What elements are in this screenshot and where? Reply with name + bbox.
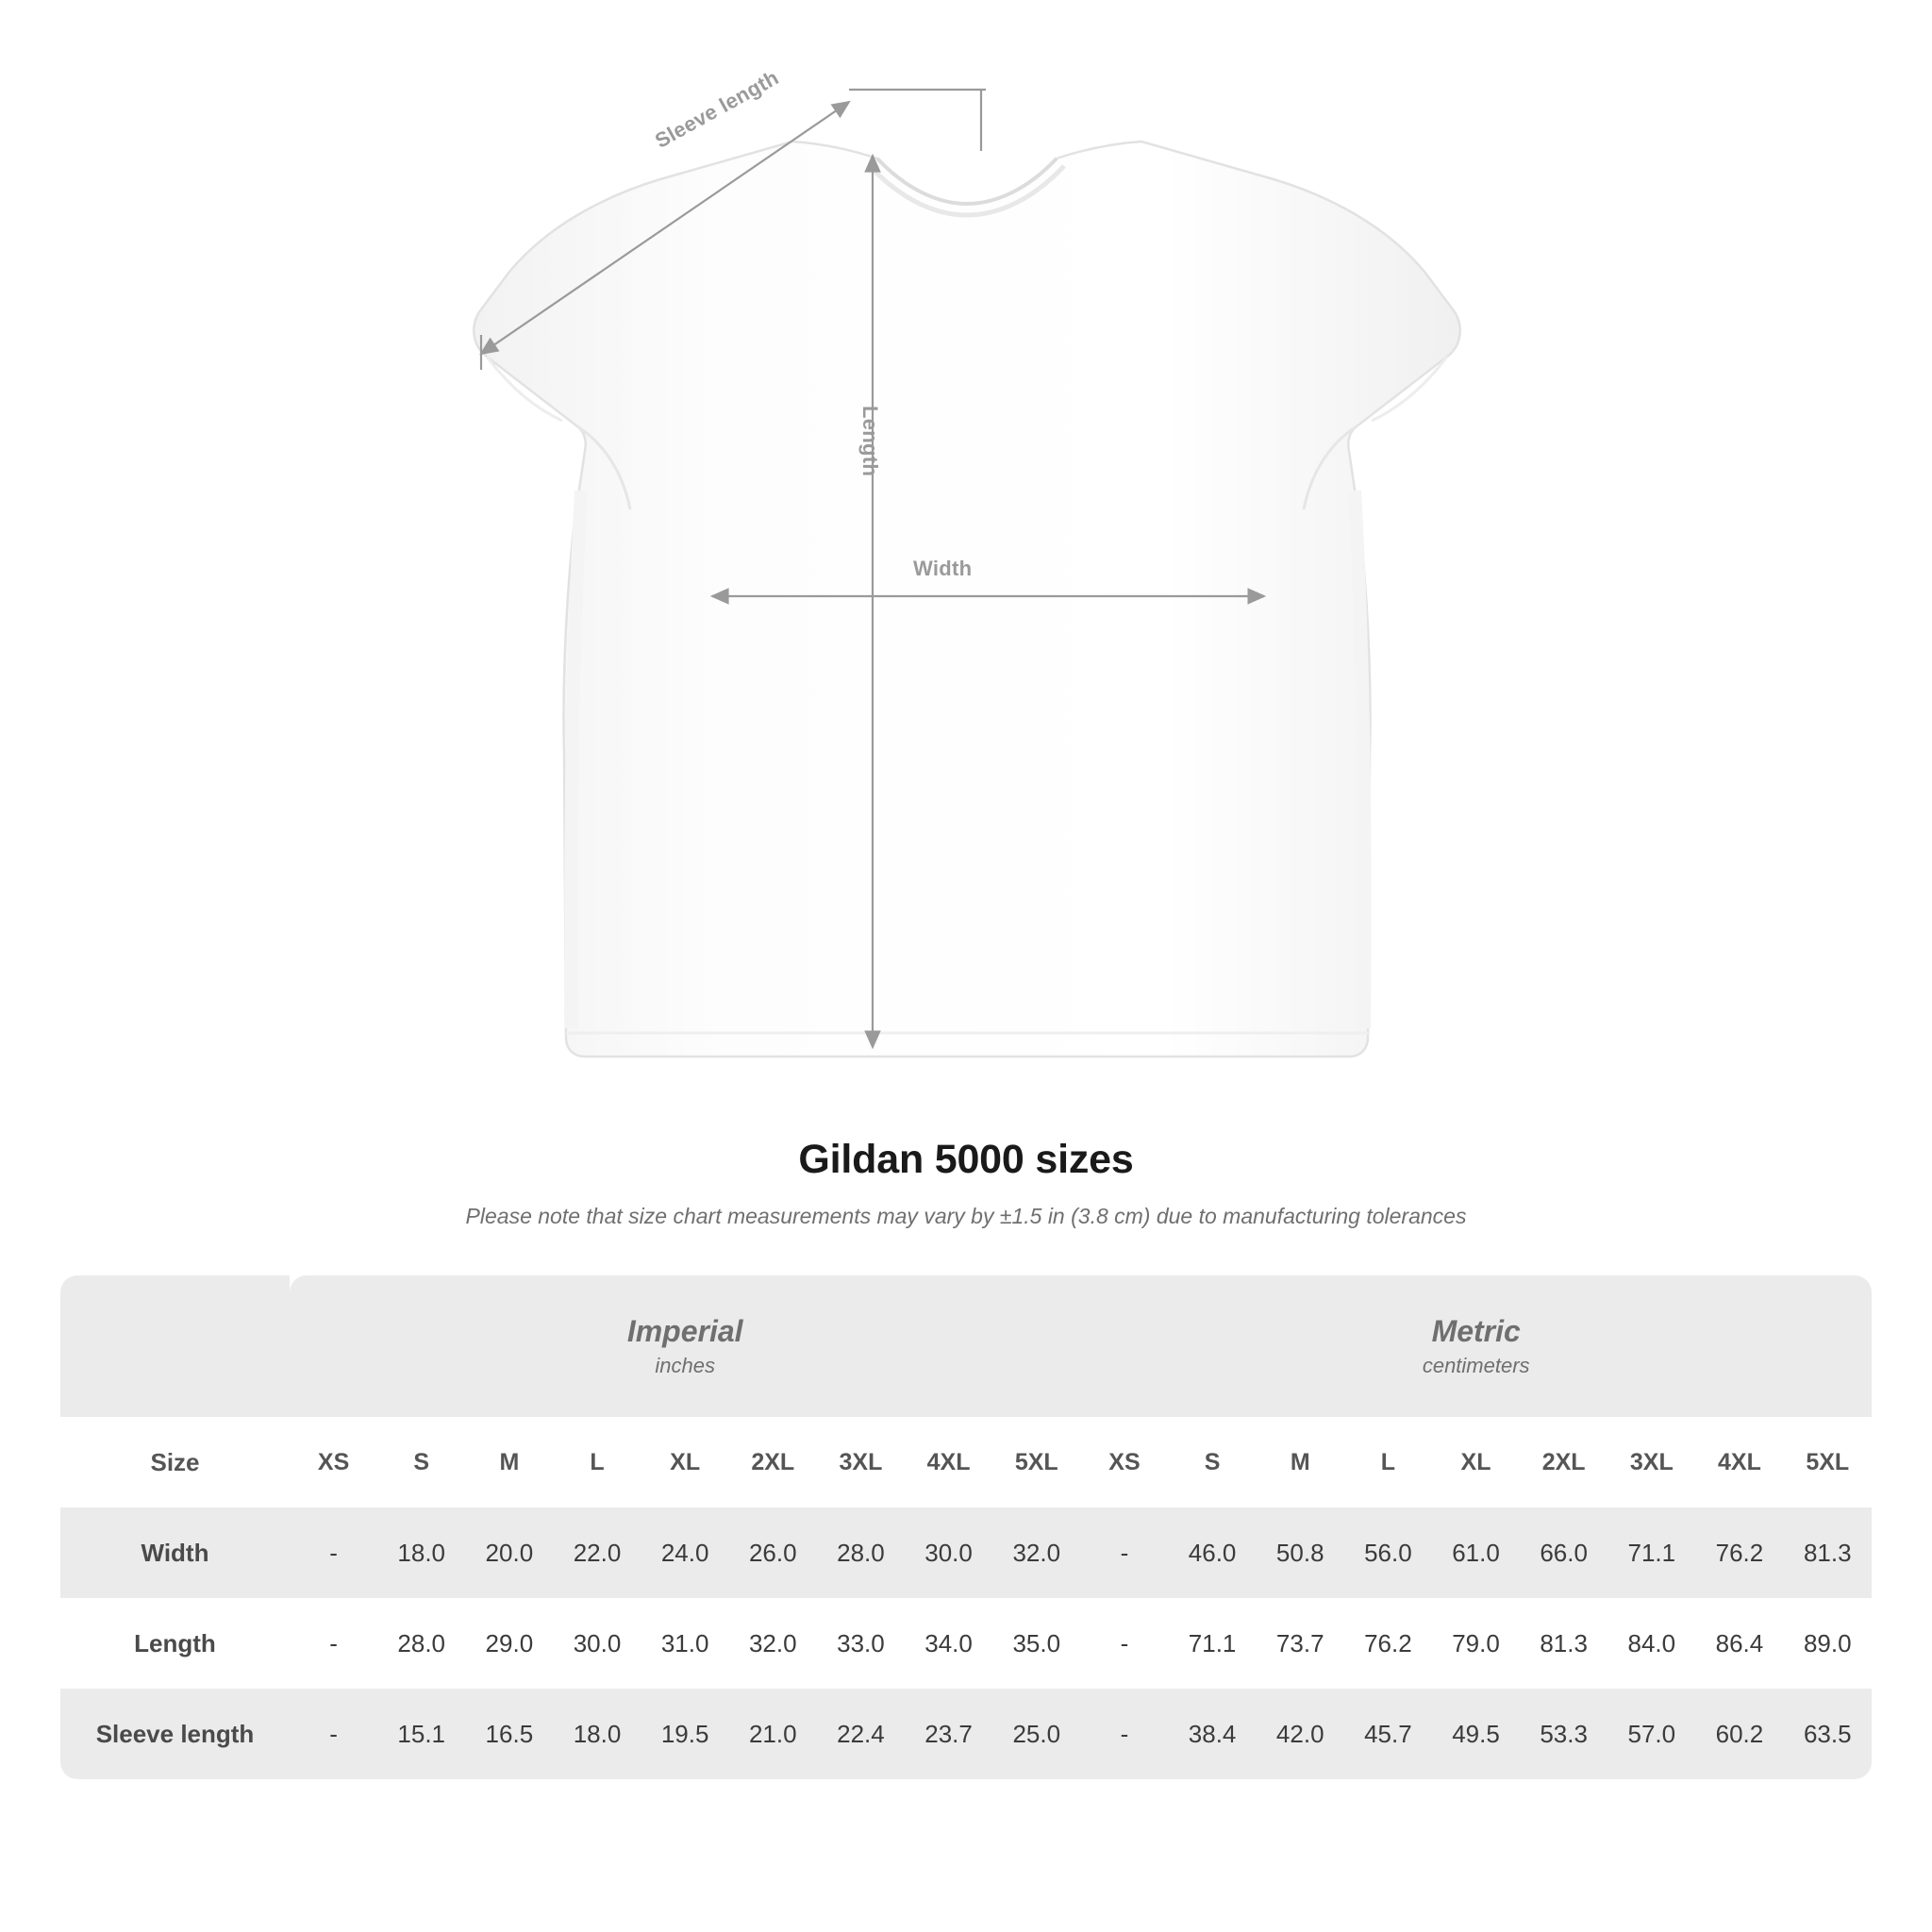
imperial-title: Imperial [626,1313,743,1348]
metric-group-header [1080,1275,1872,1417]
cell-sleeve-imperial-xs: - [290,1689,377,1779]
imperial-group-header [290,1275,1080,1417]
cell-width-imperial-l: 22.0 [553,1507,641,1598]
size-cell-imperial-xl: XL [641,1417,729,1507]
cell-width-imperial-4xl: 30.0 [905,1507,992,1598]
cell-length-metric-2xl: 81.3 [1520,1598,1607,1689]
cell-sleeve-metric-4xl: 60.2 [1695,1689,1783,1779]
cell-length-metric-s: 71.1 [1169,1598,1257,1689]
row-label-width: Width [60,1507,290,1598]
cell-length-metric-xl: 79.0 [1432,1598,1520,1689]
row-label-sleeve-length: Sleeve length [60,1689,290,1779]
cell-sleeve-metric-m: 42.0 [1257,1689,1344,1779]
cell-width-imperial-3xl: 28.0 [817,1507,905,1598]
table-row [60,1689,1872,1779]
cell-sleeve-imperial-3xl: 22.4 [817,1689,905,1779]
metric-subtitle: centimeters [1422,1353,1530,1377]
cell-width-metric-s: 46.0 [1169,1507,1257,1598]
size-cell-metric-xs: XS [1080,1417,1168,1507]
cell-width-metric-2xl: 66.0 [1520,1507,1607,1598]
sleeve-length-label: Sleeve length [651,65,783,153]
cell-sleeve-metric-xl: 49.5 [1432,1689,1520,1779]
cell-width-metric-3xl: 71.1 [1607,1507,1695,1598]
cell-sleeve-imperial-4xl: 23.7 [905,1689,992,1779]
size-cell-metric-3xl: 3XL [1607,1417,1695,1507]
table-row [60,1507,1872,1598]
cell-length-metric-xs: - [1080,1598,1168,1689]
cell-width-metric-xs: - [1080,1507,1168,1598]
cell-sleeve-metric-xs: - [1080,1689,1168,1779]
cell-sleeve-imperial-m: 16.5 [465,1689,553,1779]
cell-length-metric-l: 76.2 [1344,1598,1432,1689]
cell-length-imperial-5xl: 35.0 [992,1598,1080,1689]
cell-width-imperial-xs: - [290,1507,377,1598]
size-cell-metric-s: S [1169,1417,1257,1507]
size-table [60,1275,1872,1779]
table-row [60,1598,1872,1689]
cell-length-imperial-xl: 31.0 [641,1598,729,1689]
cell-width-imperial-s: 18.0 [377,1507,465,1598]
cell-length-imperial-xs: - [290,1598,377,1689]
size-cell-imperial-l: L [553,1417,641,1507]
cell-length-metric-m: 73.7 [1257,1598,1344,1689]
cell-width-imperial-5xl: 32.0 [992,1507,1080,1598]
size-cell-imperial-xs: XS [290,1417,377,1507]
imperial-subtitle: inches [655,1353,715,1377]
tolerance-note: Please note that size chart measurements may vary by ±1.5 in (3.8 cm) due to manufacturing tolerances [465,1204,1467,1228]
size-table-container [60,1275,1872,1779]
size-cell-imperial-s: S [377,1417,465,1507]
size-cell-imperial-2xl: 2XL [729,1417,817,1507]
length-label: Length [858,406,882,477]
cell-sleeve-metric-5xl: 63.5 [1784,1689,1873,1779]
size-cell-imperial-m: M [465,1417,553,1507]
size-cell-metric-xl: XL [1432,1417,1520,1507]
cell-sleeve-metric-3xl: 57.0 [1607,1689,1695,1779]
cell-sleeve-metric-l: 45.7 [1344,1689,1432,1779]
cell-sleeve-imperial-5xl: 25.0 [992,1689,1080,1779]
cell-width-imperial-xl: 24.0 [641,1507,729,1598]
cell-sleeve-imperial-2xl: 21.0 [729,1689,817,1779]
cell-width-imperial-m: 20.0 [465,1507,553,1598]
size-cell-imperial-3xl: 3XL [817,1417,905,1507]
cell-sleeve-imperial-s: 15.1 [377,1689,465,1779]
cell-length-metric-5xl: 89.0 [1784,1598,1873,1689]
size-cell-metric-l: L [1344,1417,1432,1507]
size-label-cell: Size [60,1417,290,1507]
size-cell-metric-5xl: 5XL [1784,1417,1873,1507]
cell-sleeve-metric-s: 38.4 [1169,1689,1257,1779]
title-block [0,1137,1932,1229]
cell-width-metric-xl: 61.0 [1432,1507,1520,1598]
cell-width-metric-4xl: 76.2 [1695,1507,1783,1598]
size-cell-metric-4xl: 4XL [1695,1417,1783,1507]
size-header-row [60,1417,1872,1507]
metric-title: Metric [1431,1313,1521,1348]
cell-width-metric-5xl: 81.3 [1784,1507,1873,1598]
cell-width-metric-m: 50.8 [1257,1507,1344,1598]
width-label: Width [913,557,973,580]
cell-width-imperial-2xl: 26.0 [729,1507,817,1598]
page-title: Gildan 5000 sizes [798,1137,1134,1182]
cell-length-metric-4xl: 86.4 [1695,1598,1783,1689]
row-label-length: Length [60,1598,290,1689]
table-corner [60,1275,290,1417]
cell-length-imperial-l: 30.0 [553,1598,641,1689]
cell-length-imperial-m: 29.0 [465,1598,553,1689]
cell-sleeve-imperial-xl: 19.5 [641,1689,729,1779]
size-cell-metric-m: M [1257,1417,1344,1507]
cell-width-metric-l: 56.0 [1344,1507,1432,1598]
size-cell-metric-2xl: 2XL [1520,1417,1607,1507]
tshirt-shape [474,142,1459,1057]
size-cell-imperial-5xl: 5XL [992,1417,1080,1507]
cell-sleeve-metric-2xl: 53.3 [1520,1689,1607,1779]
cell-length-metric-3xl: 84.0 [1607,1598,1695,1689]
cell-length-imperial-3xl: 33.0 [817,1598,905,1689]
size-cell-imperial-4xl: 4XL [905,1417,992,1507]
cell-length-imperial-2xl: 32.0 [729,1598,817,1689]
cell-length-imperial-4xl: 34.0 [905,1598,992,1689]
cell-sleeve-imperial-l: 18.0 [553,1689,641,1779]
unit-header-row [60,1275,1872,1417]
cell-length-imperial-s: 28.0 [377,1598,465,1689]
